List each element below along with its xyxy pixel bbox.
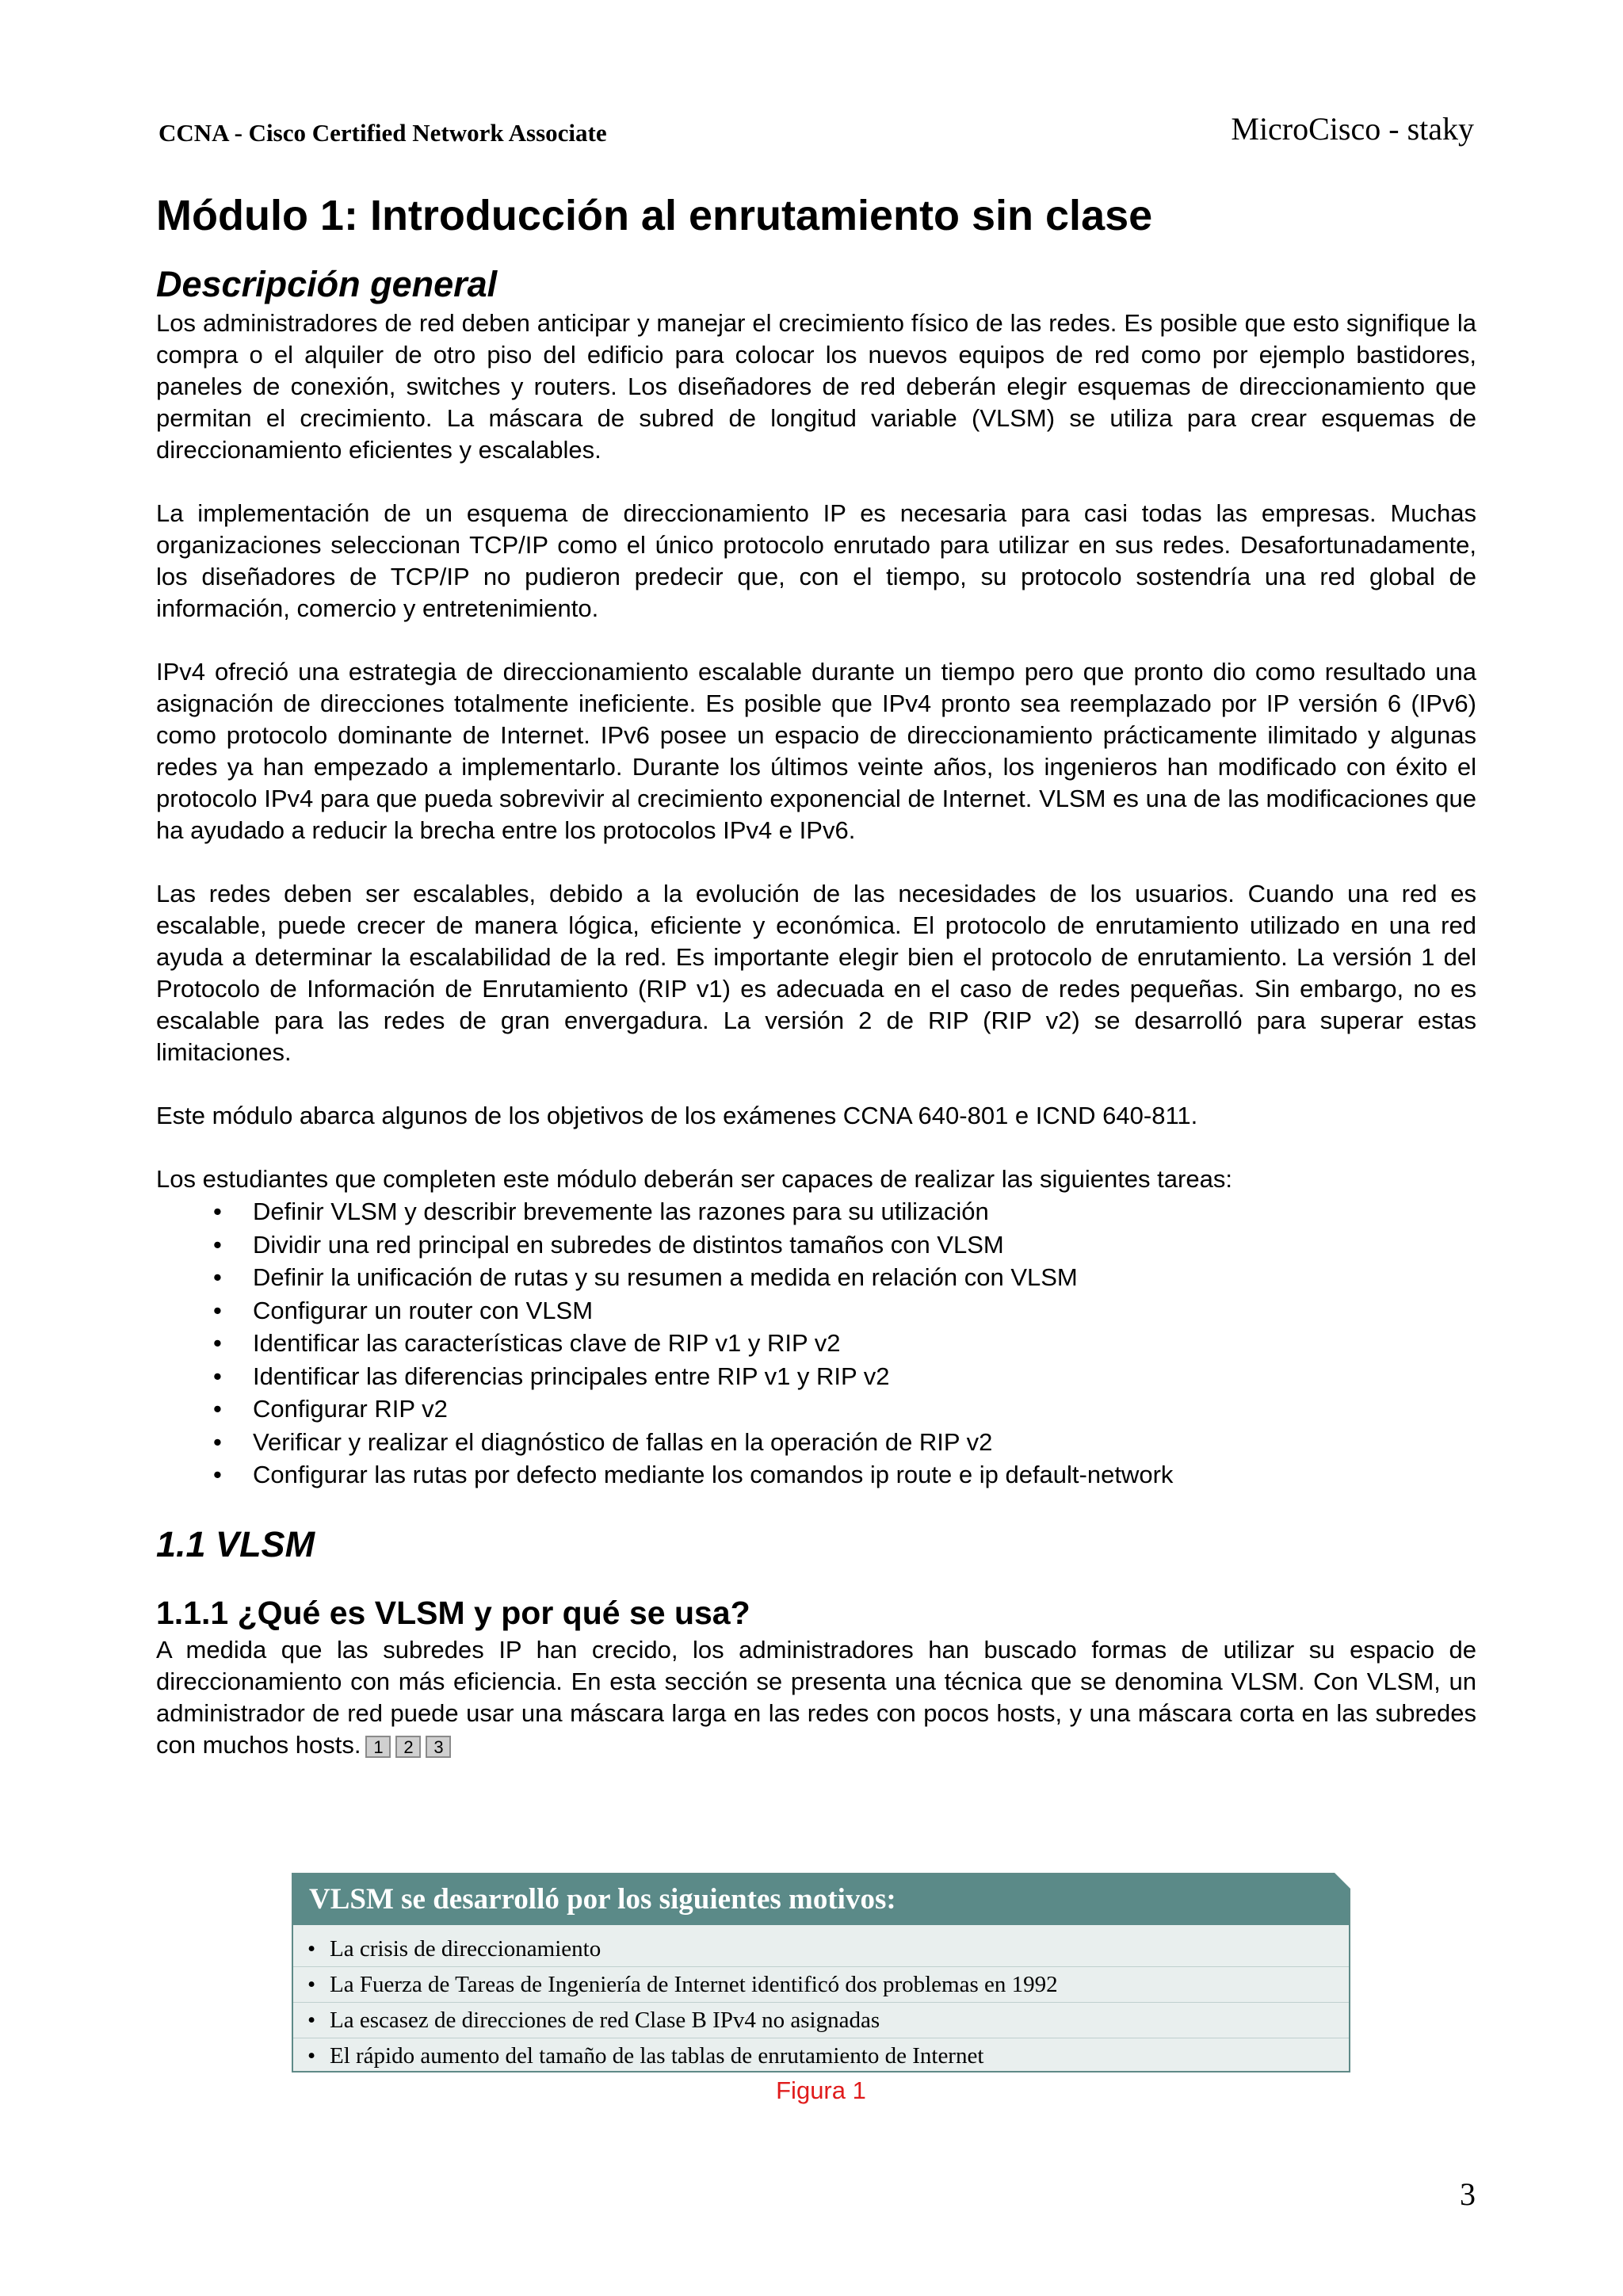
list-item: • Configurar un router con VLSM (213, 1294, 1476, 1328)
figure-link-3[interactable]: 3 (426, 1736, 451, 1758)
section-1-1-heading: 1.1 VLSM (156, 1523, 315, 1564)
section-1-1-1-paragraph (156, 1634, 1476, 1761)
figure-caption: Figura 1 (776, 2076, 866, 2104)
figure-link-1[interactable]: 1 (365, 1736, 391, 1758)
objectives-intro: Los estudiantes que completen este módulo deberán ser capaces de realizar las siguientes tareas: (156, 1165, 1232, 1193)
overview-paragraph-5: Este módulo abarca algunos de los objetivos de los exámenes CCNA 640-801 e ICND 640-811. (156, 1102, 1198, 1129)
overview-heading: Descripción general (156, 264, 498, 304)
list-item: • Configurar las rutas por defecto mediante los comandos ip route e ip default-network (213, 1458, 1476, 1492)
header-author: MicroCisco - staky (1231, 111, 1474, 147)
list-item: • Identificar las características clave de RIP v1 y RIP v2 (213, 1327, 1476, 1360)
figure-list (293, 1925, 1349, 2073)
list-item: • La crisis de direccionamiento (293, 1931, 1349, 1967)
module-title: Módulo 1: Introducción al enrutamiento sin clase (156, 192, 1153, 239)
section-1-1-1-heading: 1.1.1 ¿Qué es VLSM y por qué se usa? (156, 1594, 750, 1631)
section-1-1-1-text: A medida que las subredes IP han crecido, los administradores han buscado formas de utilizar su espacio de direccionamiento con más eficiencia. En esta sección se presenta una técnica que se denomina VLSM. Con VLSM, un administrador de red puede usar una máscara larga en las redes con pocos hosts, y una máscara corta en las subredes con muchos hosts. (156, 1635, 1476, 1759)
list-item: • El rápido aumento del tamaño de las tablas de enrutamiento de Internet (293, 2038, 1349, 2073)
list-item: • Verificar y realizar el diagnóstico de fallas en la operación de RIP v2 (213, 1426, 1476, 1459)
figure-1-box (292, 1873, 1350, 2073)
overview-paragraph-1: Los administradores de red deben anticipar y manejar el crecimiento físico de las redes. Es posible que esto signifique la compra o el alquiler de otro piso del edificio para colocar los nuevos equipos de red como por ejemplo bastidores, paneles de conexión, switches y routers. Los diseñadores de red deberán elegir esquemas de direccionamiento que permitan el crecimiento. La máscara de subred de longitud variable (VLSM) se utiliza para crear esquemas de direccionamiento eficientes y escalables. (156, 309, 1476, 464)
list-item: • Definir VLSM y describir brevemente las razones para su utilización (213, 1195, 1476, 1228)
list-item: • Identificar las diferencias principales entre RIP v1 y RIP v2 (213, 1360, 1476, 1393)
page-content (156, 187, 1476, 1761)
figure-links (361, 1729, 451, 1761)
list-item: • Definir la unificación de rutas y su resumen a medida en relación con VLSM (213, 1261, 1476, 1294)
overview-paragraph-4: Las redes deben ser escalables, debido a la evolución de las necesidades de los usuarios. Cuando una red es escalable, puede crecer de manera lógica, eficiente y económica. El protocolo de enrutamiento utilizado en una red ayuda a determinar la escalabilidad de la red. Es importante elegir bien el protocolo de enrutamiento. La versión 1 del Protocolo de Información de Enrutamiento (RIP v1) es adecuada en el caso de redes pequeñas. Sin embargo, no es escalable para las redes de gran envergadura. La versión 2 de RIP (RIP v2) se desarrolló para superar estas limitaciones. (156, 880, 1476, 1066)
list-item: • La escasez de direcciones de red Clase B IPv4 no asignadas (293, 2003, 1349, 2038)
page-number: 3 (1460, 2176, 1476, 2212)
figure-link-2[interactable]: 2 (395, 1736, 421, 1758)
list-item: • La Fuerza de Tareas de Ingeniería de Internet identificó dos problemas en 1992 (293, 1967, 1349, 2003)
objectives-list (213, 1195, 1476, 1492)
running-header (158, 100, 1474, 147)
figure-title: VLSM se desarrolló por los siguientes motivos: (293, 1874, 1349, 1925)
list-item: • Dividir una red principal en subredes de distintos tamaños con VLSM (213, 1228, 1476, 1262)
header-course-title: CCNA - Cisco Certified Network Associate (158, 119, 607, 147)
overview-paragraph-3: IPv4 ofreció una estrategia de direccionamiento escalable durante un tiempo pero que pronto dio como resultado una asignación de direcciones totalmente ineficiente. Es posible que IPv4 pronto sea reemplazado por IP versión 6 (IPv6) como protocolo dominante de Internet. IPv6 posee un espacio de direccionamiento prácticamente ilimitado y algunas redes ya han empezado a implementarlo. Durante los últimos veinte años, los ingenieros han modificado con éxito el protocolo IPv4 para que pueda sobrevivir al crecimiento exponencial de Internet. VLSM es una de las modificaciones que ha ayudado a reducir la brecha entre los protocolos IPv4 e IPv6. (156, 658, 1476, 844)
list-item: • Configurar RIP v2 (213, 1392, 1476, 1426)
overview-paragraph-2: La implementación de un esquema de direccionamiento IP es necesaria para casi todas las empresas. Muchas organizaciones seleccionan TCP/IP como el único protocolo enrutado para utilizar en sus redes. Desafortunadamente, los diseñadores de TCP/IP no pudieron predecir que, con el tiempo, su protocolo sostendría una red global de información, comercio y entretenimiento. (156, 499, 1476, 622)
